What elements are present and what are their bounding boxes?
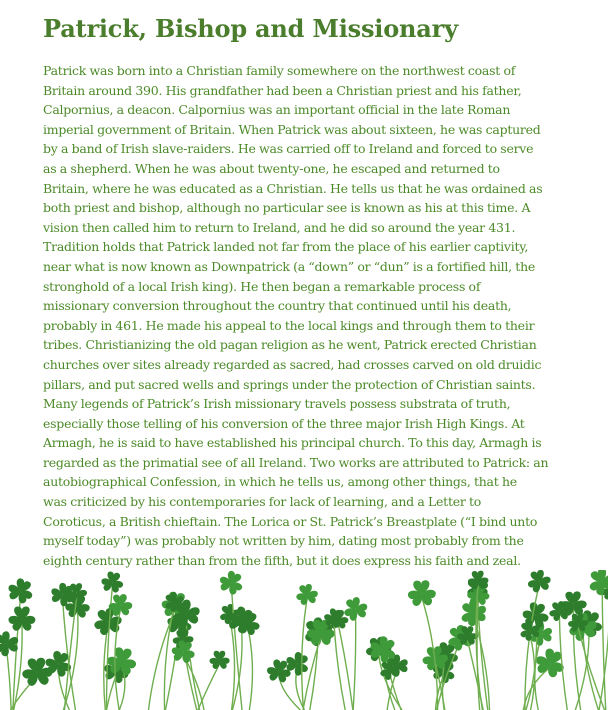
stem	[6, 648, 11, 710]
body-line: especially those telling of his conversion of the three major Irish High Kings. At	[43, 415, 525, 431]
article-body	[43, 61, 608, 570]
body-line: both priest and bishop, although no particular see is known as his at this time. A	[43, 200, 531, 216]
body-line: regarded as the primatial see of all Ireland. Two works are attributed to Patrick: an	[43, 454, 549, 470]
shamrock-border-icon	[0, 570, 608, 710]
body-line: Britain, where he was educated as a Christian. He tells us that he was ordained as	[43, 180, 543, 196]
body-line: myself today”) was probably not written by him, dating most probably from the	[43, 533, 524, 549]
body-line: by a band of Irish slave-raiders. He was carried off to Ireland and forced to serve	[43, 141, 534, 157]
shamrock-icon	[168, 638, 198, 665]
body-line: Calpornius, a deacon. Calpornius was an important official in the late Roman	[43, 102, 511, 118]
body-line: vision then called him to return to Ireland, and he did so around the year 431.	[43, 219, 516, 235]
body-line: probably in 461. He made his appeal to the local kings and through them to their	[43, 317, 535, 333]
body-line: pillars, and put sacred wells and springs under the protection of Christian saints.	[43, 376, 536, 392]
body-line: imperial government of Britain. When Patrick was about sixteen, he was captured	[43, 121, 541, 137]
body-line: Coroticus, a British chieftain. The Lorica or St. Patrick’s Breastplate (“I bind unto	[43, 513, 538, 529]
body-line: was criticized by his contemporaries for lack of learning, and a Letter to	[43, 494, 482, 510]
shamrock-icon	[3, 575, 38, 608]
stem	[248, 628, 253, 710]
body-line: tribes. Christianizing the old pagan religion as he went, Patrick erected Christian	[43, 337, 537, 353]
body-line: churches over sites already regarded as sacred, had crosses carved on old druidic	[43, 356, 542, 372]
body-line: missionary conversion throughout the country that continued until his death,	[43, 298, 512, 314]
body-line: Patrick was born into a Christian family somewhere on the northwest coast of	[43, 63, 516, 78]
stem	[334, 622, 345, 710]
body-line: stronghold of a local Irish king). He then began a remarkable process of	[43, 278, 481, 294]
body-line: near what is now known as Downpatrick (a “down” or “dun” is a fortified hill, the	[43, 258, 536, 274]
shamrock-icon	[406, 580, 438, 608]
body-line: as a shepherd. When he was about twenty-one, he escaped and returned to	[43, 160, 500, 176]
shamrock-icon	[293, 582, 320, 607]
body-line: autobiographical Confession, in which he tells us, among other things, that he	[43, 474, 517, 490]
shamrock-icon	[208, 651, 230, 670]
stem	[198, 664, 220, 710]
shamrock-icon	[0, 627, 24, 661]
stem	[535, 638, 541, 710]
article-title: Patrick, Bishop and Missionary	[43, 14, 458, 43]
body-line: Many legends of Patrick’s Irish missionary travels possess substrata of truth,	[43, 396, 511, 412]
body-line: Britain around 390. His grandfather had been a Christian priest and his father,	[43, 82, 522, 98]
stem	[559, 615, 567, 710]
stem	[338, 624, 353, 710]
shamrock-icon	[524, 570, 554, 595]
body-line: eighth century rather than from the fifth, but it does express his faith and zeal.	[43, 552, 521, 568]
stem	[230, 618, 235, 710]
body-line: Armagh, he is said to have established his principal church. To this day, Armagh is	[43, 435, 542, 451]
stem	[353, 613, 356, 710]
shamrock-icon	[583, 570, 608, 600]
body-line: Tradition holds that Patrick landed not far from the place of his earlier captivity,	[43, 239, 529, 255]
